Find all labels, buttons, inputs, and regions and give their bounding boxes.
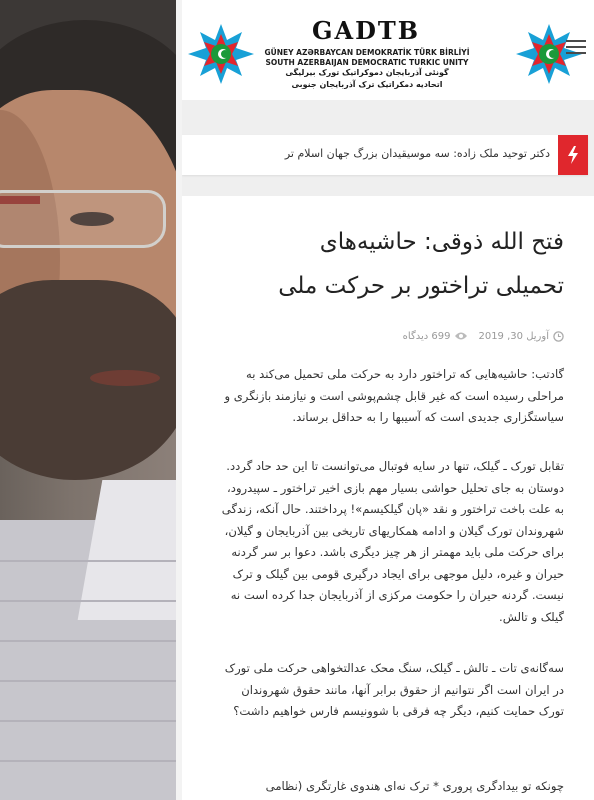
article-title-line: فتح الله ذوقی: حاشیه‌های	[319, 229, 564, 255]
flag-emblem-icon	[186, 22, 256, 86]
article-title-line: تحمیلی تراختور بر حرکت ملی	[278, 273, 564, 299]
lightning-icon	[558, 135, 588, 175]
logo-line-english: SOUTH AZERBAIJAN DEMOCRATIC TURKIC UNITY	[265, 58, 469, 67]
logo-line-persian: اتحادیه دمکراتیک ترک آذربایجان جنوبی	[291, 80, 443, 89]
article-paragraph: گادتب: حاشیه‌هایی که تراختور دارد به حرکت ملی تحمیل می‌کند به مراحلی رسیده است که غیر قابل چشم‌پوشی است و نیازمند بازنگری و سیاستگزاری جدیدی است که آسیبها را به حداقل برساند.	[224, 367, 564, 424]
article-paragraph: سه‌گانه‌ی تات ـ تالش ـ گیلک، سنگ محک عدالتخواهی حرکت ملی تورک در ایران است اگر نتوانیم از حقوق برابر آنها، مانند حقوق شهروندان تورک حمایت کنیم، دیگر چه فرقی با شوونیسم فارس خواهیم داشت؟	[224, 661, 564, 718]
article-paragraph: چونکه تو بیدادگری پروری * ترک نه‌ای هندوی غارتگری (نظامی	[265, 779, 564, 793]
flag-emblem-icon	[514, 22, 584, 86]
ticker-headline[interactable]: دکتر توحید ملک زاده: سه موسیقیدان بزرگ جهان اسلام تر	[284, 147, 550, 160]
site-content	[182, 0, 594, 800]
article-date	[478, 331, 564, 342]
logo-line-turkic: گونئی آذربایجان دموکراتیک تورک بیرلیگی	[285, 68, 449, 77]
logo-line-azeri: GÜNEY AZƏRBAYCAN DEMOKRATİK TÜRK BİRLİYİ	[264, 48, 470, 57]
article-meta	[403, 328, 564, 344]
breaking-news-ticker[interactable]	[182, 135, 588, 175]
eye-icon	[454, 331, 468, 341]
hamburger-menu-icon[interactable]	[566, 40, 586, 54]
article-title	[204, 220, 564, 308]
clock-icon	[553, 331, 564, 342]
article-views	[403, 331, 469, 342]
date-text: آوریل 30, 2019	[478, 330, 549, 342]
views-text: 699 دیدگاه	[402, 330, 451, 342]
site-header	[182, 0, 594, 100]
article-body	[182, 196, 594, 800]
logo-title: GADTB	[311, 16, 421, 45]
author-photo	[0, 0, 176, 800]
article-paragraph: تقابل تورک ـ گیلک، تنها در سایه فوتبال می‌توانست تا این حد حاد گردد. دوستان به جای تحلیل حواشی بسیار مهم بازی اخیر تراختور ـ سپیدرود، به علت باخت تراختور و نقد «پان گیلکیسم»! پرداختند. حال آنکه، زندگی شهروندان تورک گیلان و ادامه همکاریهای تاریخی بین آذربایجان و گیلان، برای حرکت ملی باید مهمتر از هر چیز دیگری باشد. دعوا بر سر گردنه حیران و غیره، دلیل موجهی برای ایجاد درگیری قومی بین گیلک و ترک نیست. گردنه حیران را حکومت مرکزی از آذربایجان جدا کرده است نه گیلک و تالش.	[221, 459, 564, 624]
